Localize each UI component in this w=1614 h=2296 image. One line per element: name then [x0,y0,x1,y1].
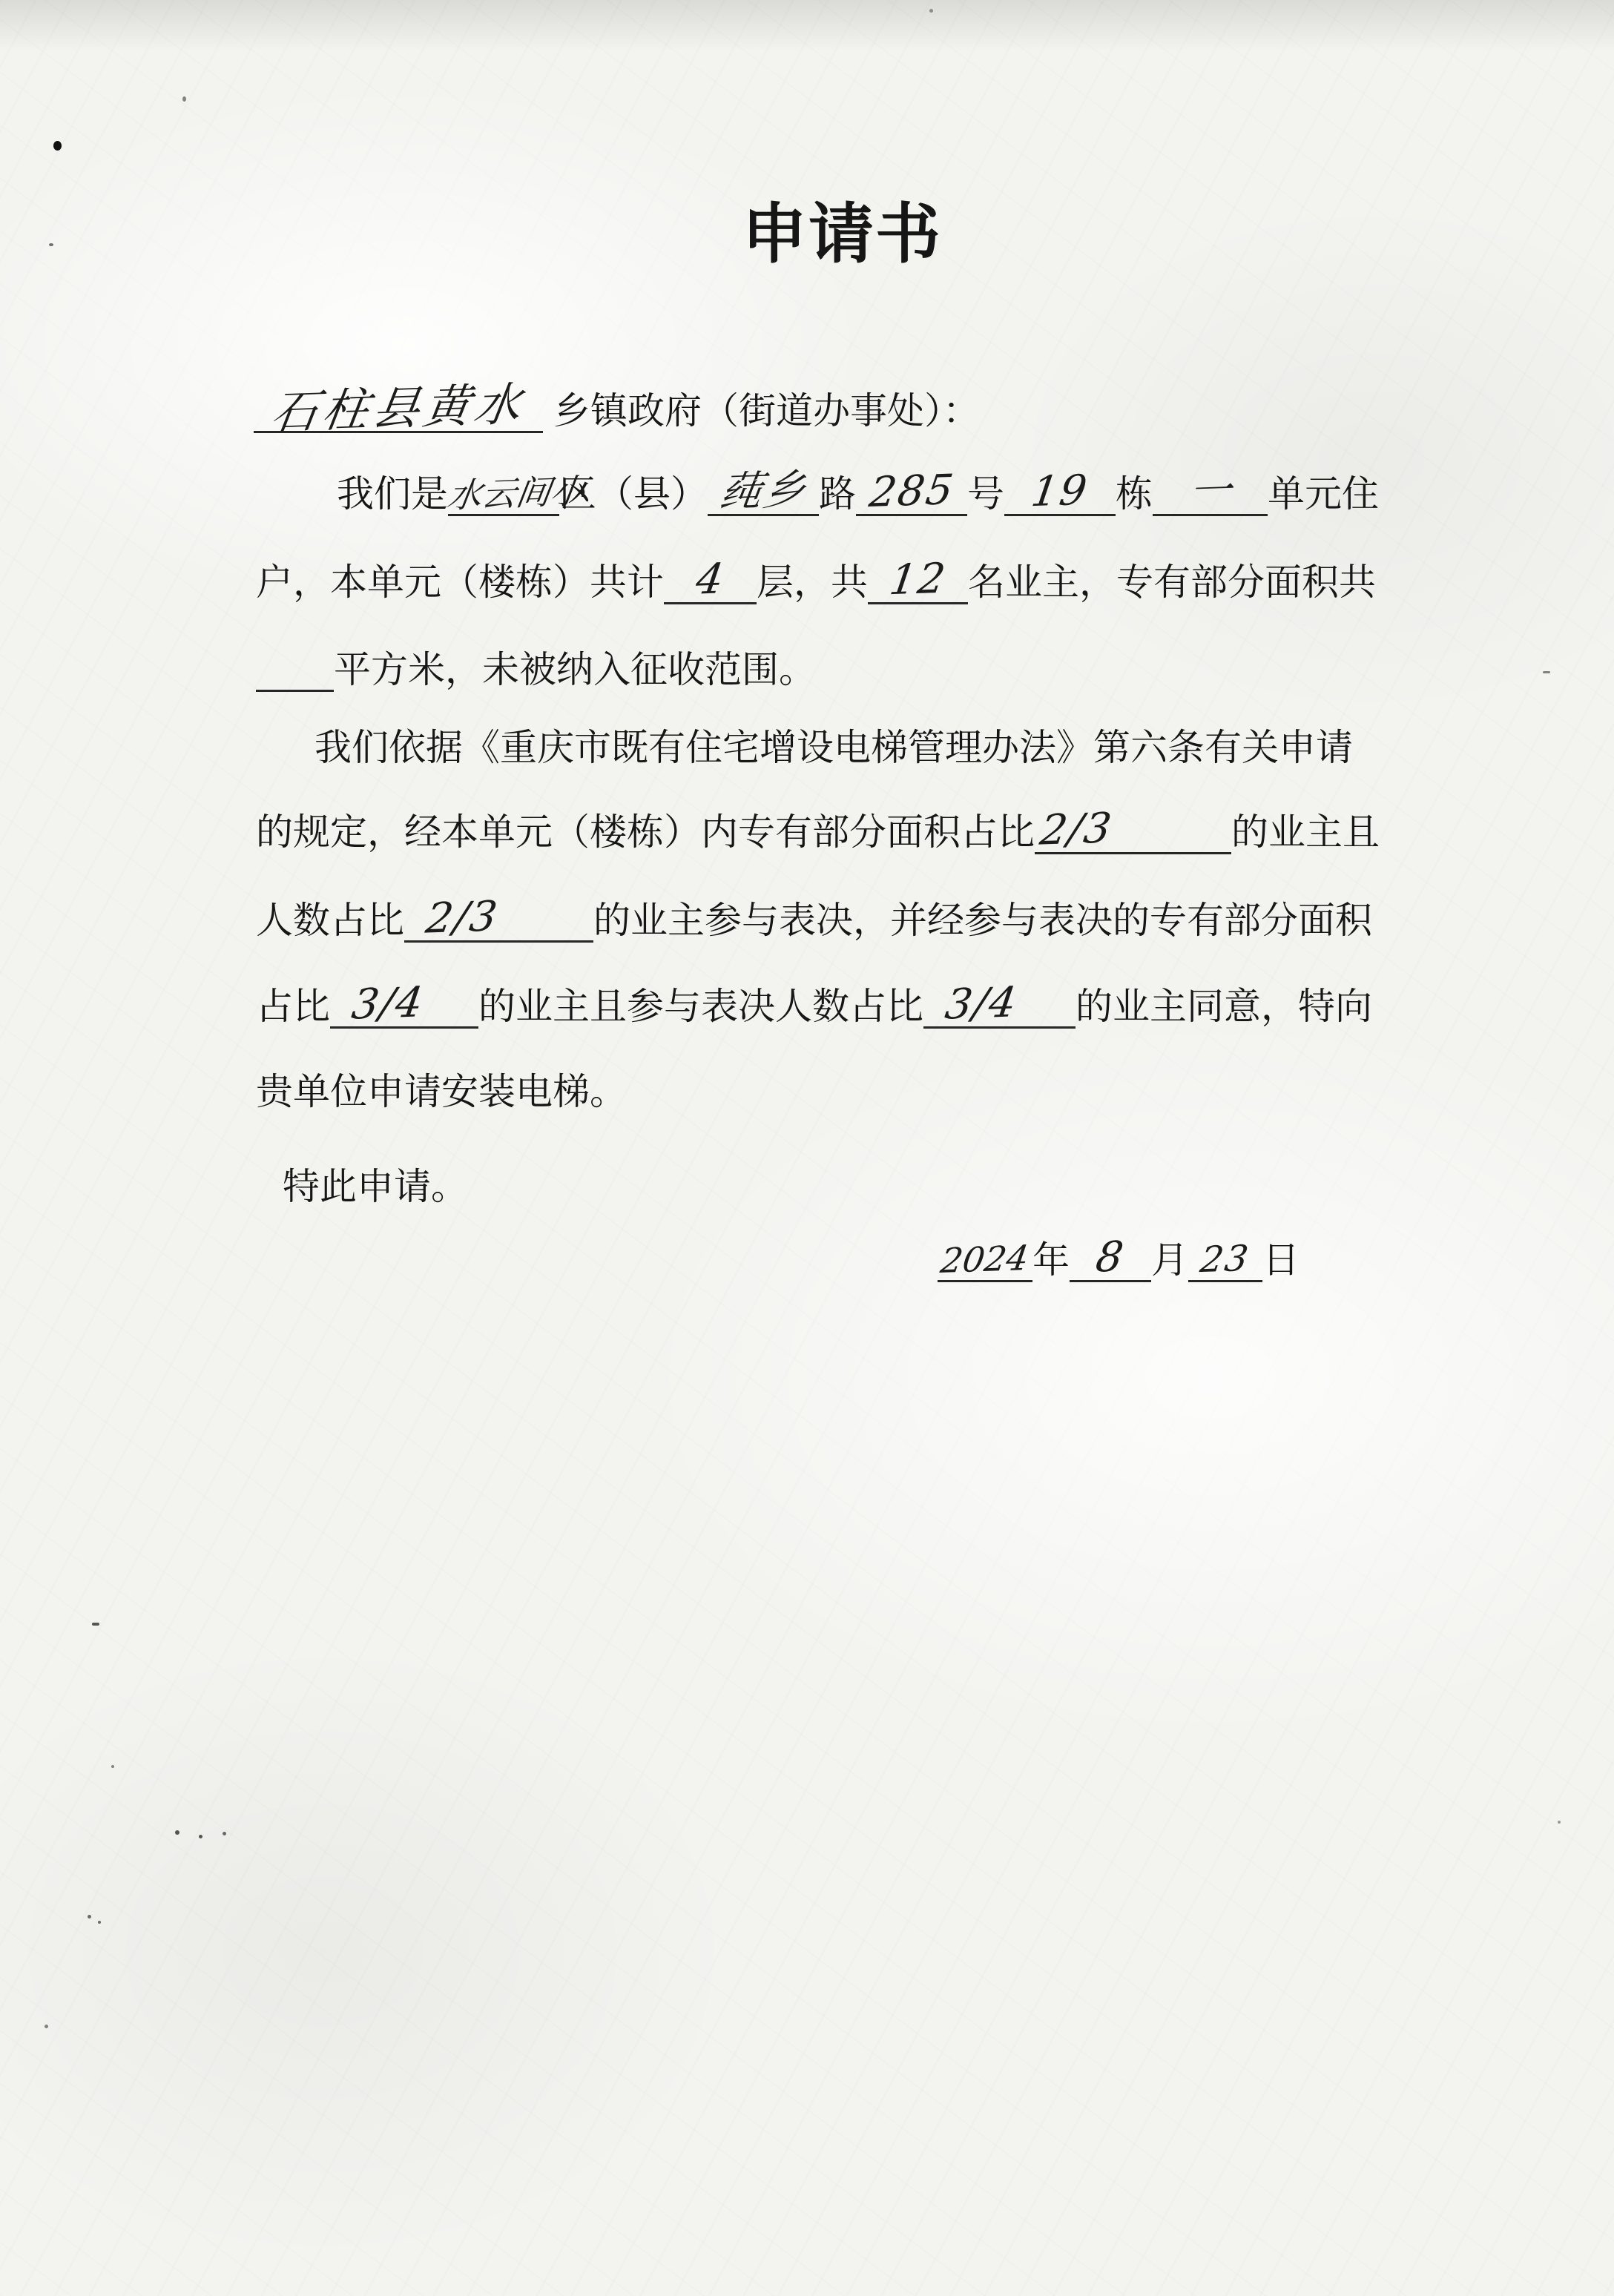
document-title: 申请书 [742,196,943,272]
paragraph2-line2 [256,804,1380,855]
month-fill [1070,1233,1151,1282]
district-handwriting: 水云间小 [444,470,588,516]
closing-text: 特此申请。 [283,1165,468,1208]
count-ratio-participate-fill [404,892,593,943]
owners-handwriting: 12 [886,554,949,605]
area-fill [256,646,334,692]
addressee-handwriting: 石柱县黄水 [267,377,530,440]
p2l3-text-1: 人数占比 [256,899,404,942]
day-label: 日 [1262,1238,1300,1281]
p1l2-text-2: 层，共 [757,561,868,604]
floors-fill [664,555,757,604]
closing-line [283,1161,468,1209]
p1-text-6: 单元住 [1268,472,1379,515]
paper-speck [1558,1821,1561,1824]
p1-text-3: 路 [819,472,856,515]
p2l5-text-1: 贵单位申请安装电梯。 [256,1070,627,1113]
paragraph1-line1 [337,465,1379,518]
paragraph2-line1 [314,722,1353,770]
paper-speck [175,1830,179,1835]
p1-text-5: 栋 [1116,472,1153,515]
road-fill [708,465,819,518]
paper-speck [98,1921,101,1924]
district-fill [444,470,588,516]
paper-speck [929,9,933,13]
addressee-text: 乡镇政府（街道办事处）： [553,389,980,432]
paper-speck [223,1832,226,1835]
house-number-handwriting: 285 [866,466,958,517]
paper-speck [111,1765,114,1768]
p1-text-2: 区（县） [559,472,708,515]
owners-fill [868,554,968,605]
building-fill [1004,466,1116,517]
p2l4-text-3: 的业主同意，特向 [1076,985,1372,1028]
paragraph1-line3 [256,644,816,692]
month-handwriting: 8 [1093,1233,1128,1282]
house-number-fill [856,466,967,517]
paper-speck [182,96,186,102]
paragraph2-line3 [256,892,1372,943]
p1l2-text-3: 名业主，专有部分面积共 [968,561,1376,604]
p2l4-text-1: 占比 [256,985,330,1028]
count-ratio-participate-handwriting: 2/3 [423,892,502,943]
p2l3-text-2: 的业主参与表决，并经参与表决的专有部分面积 [593,899,1372,942]
building-handwriting: 19 [1028,466,1092,517]
area-ratio-participate-handwriting: 2/3 [1037,804,1116,855]
p1-text-4: 号 [967,472,1004,515]
p1l3-text-1: 平方米，未被纳入征收范围。 [334,648,816,691]
p1-text-1: 我们是 [337,472,448,515]
year-handwriting: 2024 [938,1237,1032,1281]
date-line [938,1235,1300,1282]
count-ratio-agree-fill [923,978,1076,1029]
month-label: 月 [1151,1238,1188,1281]
paper-speck [88,1915,91,1919]
area-ratio-agree-fill [330,978,478,1029]
unit-fill [1153,466,1268,516]
addressee-fill [254,377,543,440]
road-handwriting: 莼乡 [717,465,810,518]
paper-speck [92,1623,99,1626]
p2l4-text-2: 的业主且参与表决人数占比 [478,985,923,1028]
floors-handwriting: 4 [693,555,728,604]
paper-speck [45,2025,48,2028]
addressee-line [254,377,980,440]
paper-speck [1543,671,1550,673]
paragraph2-line5 [256,1066,627,1114]
p2l2-text-2: 的业主且 [1231,811,1380,854]
paragraph1-line2 [256,554,1376,605]
paragraph2-line4 [256,978,1372,1029]
p1l2-text-1: 户，本单元（楼栋）共计 [256,561,664,604]
day-handwriting: 23 [1198,1237,1253,1281]
paper-speck [53,141,62,151]
year-fill [938,1236,1032,1282]
day-fill [1188,1236,1262,1282]
area-ratio-participate-fill [1035,804,1231,855]
p2l2-text-1: 的规定，经本单元（楼栋）内专有部分面积占比 [256,811,1035,854]
paper-speck [199,1835,202,1838]
p2l1-text-1: 我们依据《重庆市既有住宅增设电梯管理办法》第六条有关申请 [314,726,1353,769]
paper-speck [49,243,53,246]
count-ratio-agree-handwriting: 3/4 [942,978,1021,1029]
area-ratio-agree-handwriting: 3/4 [349,978,428,1029]
unit-handwriting: 一 [1185,466,1236,516]
year-label: 年 [1032,1238,1070,1281]
